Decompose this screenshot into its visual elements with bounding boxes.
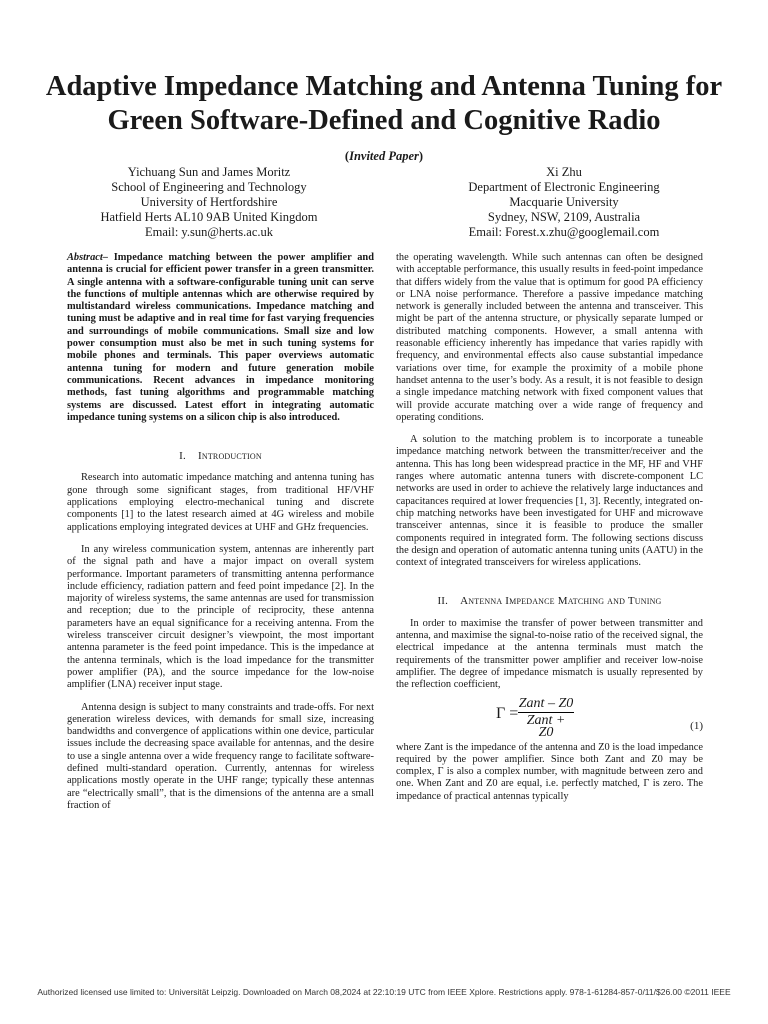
- paragraph: A solution to the matching problem is to incorporate a tuneable impedance matching network between the transmitter/receiver and the antenna. This has long been widespread practice in the MF, HF and VHF ranges where automatic antenna tuners with discrete-component LC networks are used in order to achieve the relatively large inductances and capacitances required at lower frequencies [1, 3]. Recently, integrated on-chip matching networks have been investigated for UHF and microwave transceiver antennas, since it is feasible to produce the smaller components required in integrated form. The following sections discuss the design and operation of automatic antenna tuning units (AATU) in the context of integrated transceivers for wireless applications.: [396, 434, 703, 569]
- author-names: Yichuang Sun and James Moritz: [127, 165, 291, 179]
- author-block-left: [59, 165, 359, 240]
- author-univ: Macquarie University: [509, 195, 619, 209]
- paper-title: [30, 70, 738, 138]
- section-title: Antenna Impedance Matching and Tuning: [460, 595, 662, 608]
- title-line-2: Green Software-Defined and Cognitive Radio: [107, 105, 661, 136]
- author-block-right: [414, 165, 714, 240]
- title-line-1: Adaptive Impedance Matching and Antenna Tuning for: [45, 71, 723, 102]
- equation-number: (1): [690, 719, 703, 732]
- equation-denominator: Zant + Z0: [526, 712, 566, 741]
- abstract: [67, 252, 374, 424]
- paragraph: Antenna design is subject to many constraints and trade-offs. For next generation wireless devices, with demands for small size, increasing bandwidths and convergence of applications within one device, particular issues include the decreasing space available for antennas, and the desire to use a single antenna over a wide frequency range to facilitate software-defined multi-standard operation. Currently, antennas for wireless applications mostly operate in the UHF range; typically these antennas are “electrically small”, that is the dimensions of the antenna are a small fraction of: [67, 701, 374, 811]
- equation-fraction: [518, 695, 574, 741]
- paragraph: Research into automatic impedance matching and antenna tuning has gone through some significant stages, from traditional HF/VHF applications employing electro-mechanical tuning and discrete components [1] to the latest research aimed at 4G wireless and mobile applications employing integrated devices at UHF and GHz frequencies.: [67, 472, 374, 533]
- author-names: Xi Zhu: [546, 165, 582, 179]
- invited-label: Invited Paper: [349, 149, 419, 163]
- author-email: Email: y.sun@herts.ac.uk: [144, 225, 274, 239]
- paragraph: the operating wavelength. While such antennas can often be designed with acceptable performance, this usually results in feed-point impedance that differs widely from the value that is optimum for good PA efficiency or LNA noise performance. Therefore a passive impedance matching network is generally included between the antenna and transceiver. This might be part of the antenna structure, or physically separate lumped or distributed matching components. However, a small antenna with reasonable efficiency inherently has impedance that varies rapidly with frequency, and environmental effects also cause substantial impedance variations over time, for example the proximity of a mobile phone handset antenna to the user’s body. As a result, it is not feasible to design a single impedance matching network with fixed component values that will provide accurate matching over a wide range of frequency and operating conditions.: [396, 252, 703, 423]
- author-univ: University of Hertfordshire: [140, 195, 278, 209]
- section-heading-matching: [396, 595, 703, 607]
- paragraph: In any wireless communication system, antennas are inherently part of the signal path and have a major impact on overall system performance. Important parameters of transmitting antenna performance include efficiency, radiation pattern and feed point impedance [2]. In the majority of wireless systems, the same antennas are used for transmission and reception; due to the principle of reciprocity, these antenna parameters have an equal significance for a receiving antenna. From the wireless transceiver circuit designer’s viewpoint, the most important antenna parameter is the feed point impedance. This is the impedance at the antenna terminals, which is the load impedance for the transmitter power amplifier (PA), and the source impedance for the low-noise amplifier (LNA) receiver input stage.: [67, 543, 374, 691]
- left-column: [67, 252, 374, 812]
- paragraph: In order to maximise the transfer of power between transmitter and antenna, and maximise the signal-to-noise ratio of the received signal, the electrical impedance at the antenna terminals must match the requirements of the transmitter power amplifier and receiver low-noise amplifier. The degree of impedance mismatch is usually represented by the reflection coefficient,: [396, 617, 703, 691]
- section-title: Introduction: [197, 450, 262, 463]
- equation-reflection-coefficient: [396, 695, 703, 741]
- paragraph: where Zant is the impedance of the antenna and Z0 is the load impedance required by the power amplifier. Since both Zant and Z0 may be complex, Γ is also a complex number, with magnitude between zero and one. When Zant and Z0 are equal, i.e. perfectly matched, Γ is zero. The impedance of practical antennas typically: [396, 741, 703, 802]
- section-heading-introduction: [67, 450, 374, 462]
- abstract-text: Impedance matching between the power amplifier and antenna is crucial for efficient power transfer in a green transmitter. A single antenna with a software-configurable tuning unit can serve the functions of multiple antennas which are otherwise required by multistandard wireless communications. Impedance matching and tuning must be adaptive and in real time for fast varying frequencies and surroundings of mobile communications. Small size and low power consumption must also be met in such tuning systems for mobile phones and terminals. This paper overviews automatic antenna tuning for modern and future generation mobile communications. Recent advances in impedance monitoring methods, fast tuning algorithms and programmable matching systems are discussed. Latest effort in integrating automatic impedance tuning systems on a silicon chip is also introduced.: [67, 252, 374, 423]
- license-footer: Authorized licensed use limited to: Universität Leipzig. Downloaded on March 08,2024 at 22:10:19 UTC from IEEE Xplore. Restrictions apply. 978-1-61284-857-0/11/$26.00 ©2011 IEEE: [37, 987, 731, 997]
- right-column: [396, 252, 703, 803]
- equation-lhs: Γ =: [496, 704, 519, 722]
- author-dept: School of Engineering and Technology: [111, 180, 307, 194]
- author-dept: Department of Electronic Engineering: [468, 180, 660, 194]
- equation-numerator: Zant – Z0: [518, 695, 574, 711]
- invited-paper-note: (Invited Paper): [344, 149, 424, 163]
- section-number: II.: [437, 595, 449, 608]
- author-address: Sydney, NSW, 2109, Australia: [487, 210, 641, 224]
- section-number: I.: [179, 450, 186, 463]
- author-address: Hatfield Herts AL10 9AB United Kingdom: [100, 210, 318, 224]
- abstract-label: Abstract–: [67, 252, 108, 263]
- author-email: Email: Forest.x.zhu@googlemail.com: [468, 225, 660, 239]
